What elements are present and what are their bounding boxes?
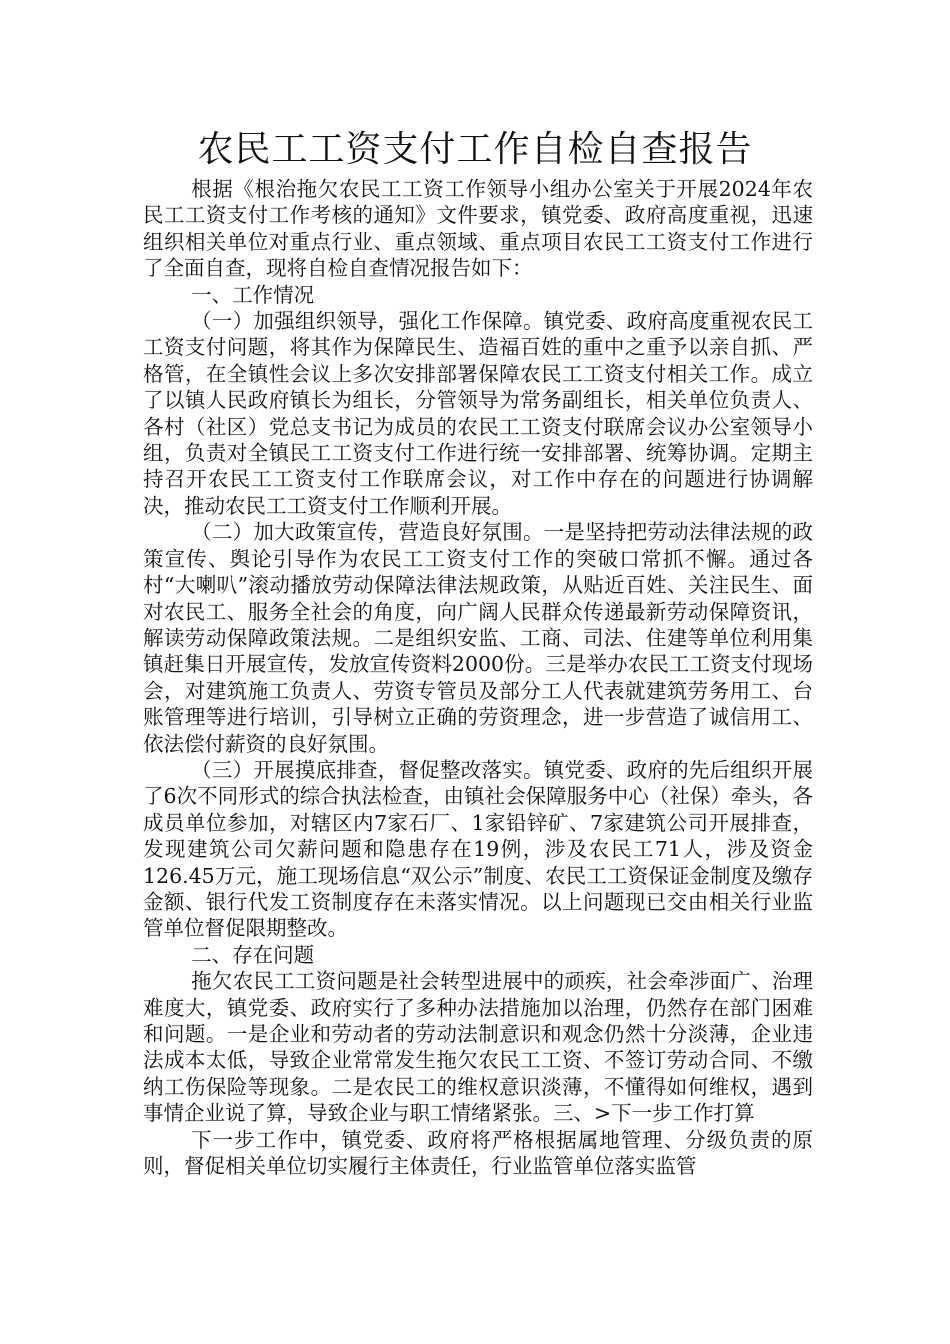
document-title: 农民工工资支付工作自检自查报告	[197, 129, 753, 170]
paragraph-problems: 拖欠农民工工资问题是社会转型进展中的顽疾，社会牵涉面广、治理难度大，镇党委、政府实行了多种办法措施加以治理，仍然存在部门困难和问题。一是企业和劳动者的劳动法制意识和观念仍然十分淡薄，企业违法成本太低，导致企业常常发生拖欠农民工工资、不签订劳动合同、不缴纳工伤保险等现象。二是农民工的维权意识淡薄，不懂得如何维权，遇到事情企业说了算，导致企业与职工情绪紧张。三、>下一步工作打算	[143, 969, 813, 1126]
section-heading-existing-problems: 二、存在问题	[191, 942, 315, 967]
paragraph-policy-publicity: （二）加大政策宣传，营造良好氛围。一是坚持把劳动法律法规的政策宣传、舆论引导作为农民工工资支付工作的突破口常抓不懈。通过各村“大喇叭”滚动播放劳动保障法律法规政策，从贴近百姓、关注民生、面对农民工、服务全社会的角度，向广阔人民群众传递最新劳动保障资讯，解读劳动保障政策法规。二是组织安监、工商、司法、住建等单位利用集镇赶集日开展宣传，发放宣传资料2000份。三是举办农民工工资支付现场会，对建筑施工负责人、劳资专管员及部分工人代表就建筑劳务用工、台账管理等进行培训，引导树立正确的劳资理念，进一步营造了诚信用工、依法偿付薪资的良好氛围。	[143, 520, 813, 756]
intro-paragraph: 根据《根治拖欠农民工工资工作领导小组办公室关于开展2024年农民工工资支付工作考核的通知》文件要求，镇党委、政府高度重视，迅速组织相关单位对重点行业、重点领域、重点项目农民工工资支付工作进行了全面自查，现将自检自查情况报告如下：	[143, 177, 813, 281]
document-body	[143, 176, 813, 1179]
paragraph-organization-leadership: （一）加强组织领导，强化工作保障。镇党委、政府高度重视农民工工资支付问题，将其作为保障民生、造福百姓的重中之重予以亲自抓、严格管，在全镇性会议上多次安排部署保障农民工工资支付相关工作。成立了以镇人民政府镇长为组长，分管领导为常务副组长，相关单位负责人、各村（社区）党总支书记为成员的农民工工资支付联席会议办公室领导小组，负责对全镇民工工资支付工作进行统一安排部署、统筹协调。定期主持召开农民工工资支付工作联席会议，对工作中存在的问题进行协调解决，推动农民工工资支付工作顺利开展。	[143, 309, 813, 518]
paragraph-inspection-rectification: （三）开展摸底排查，督促整改落实。镇党委、政府的先后组织开展了6次不同形式的综合执法检查，由镇社会保障服务中心（社保）牵头，各成员单位参加，对辖区内7家石厂、1家铅锌矿、7家建筑公司开展排查，发现建筑公司欠薪问题和隐患存在19例，涉及农民工71人，涉及资金126.45万元，施工现场信息“双公示”制度、农民工工资保证金制度及缴存金额、银行代发工资制度存在未落实情况。以上问题现已交由相关行业监管单位督促限期整改。	[143, 757, 813, 941]
section-heading-work-status: 一、工作情况	[191, 282, 315, 307]
paragraph-next-steps: 下一步工作中，镇党委、政府将严格根据属地管理、分级负责的原则，督促相关单位切实履行主体责任，行业监管单位落实监管	[143, 1127, 813, 1179]
